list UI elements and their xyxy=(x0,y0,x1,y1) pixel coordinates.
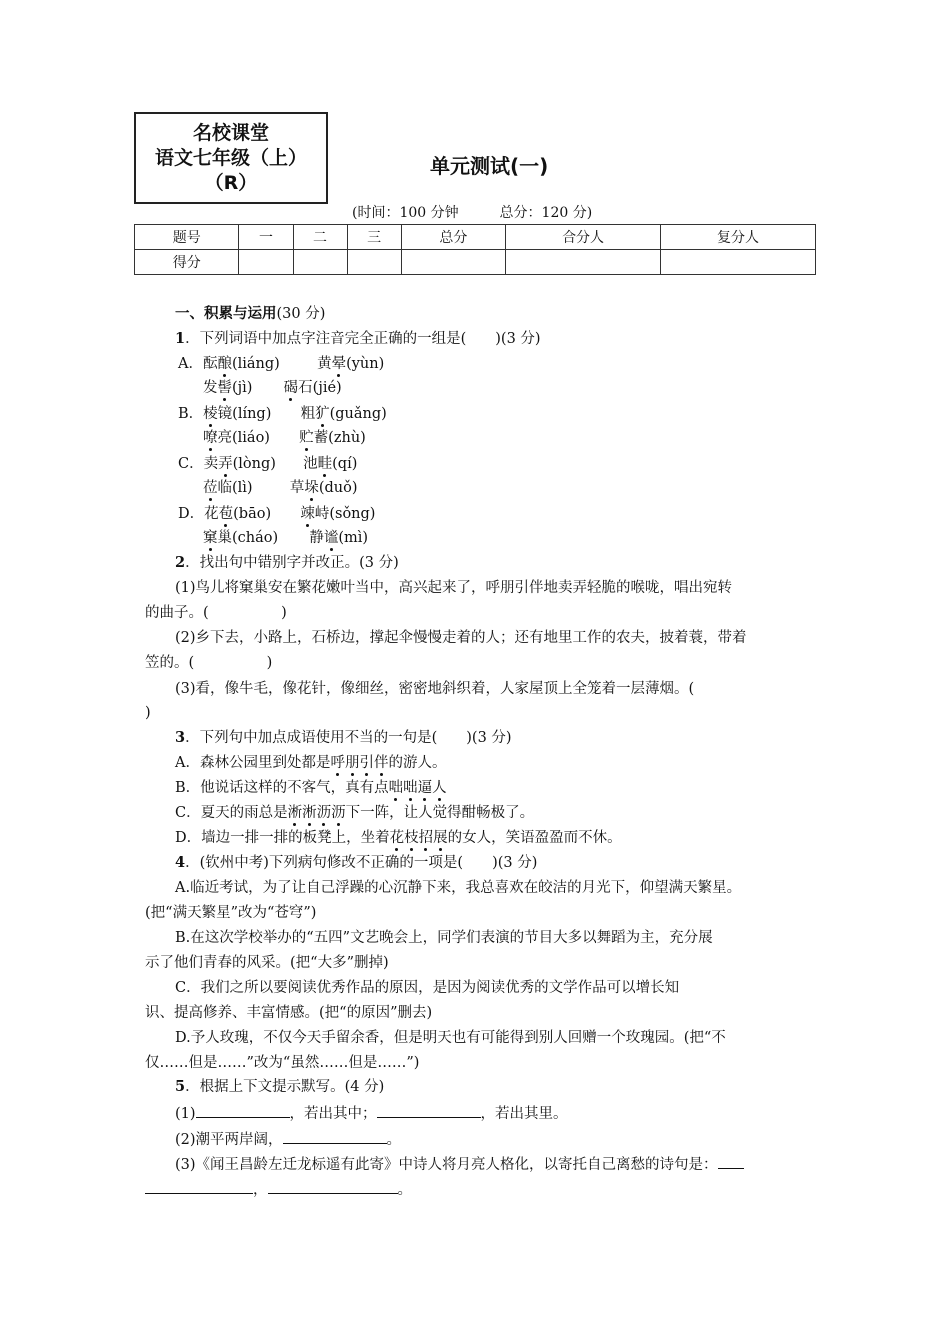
dotted-char: 引 xyxy=(359,755,374,771)
q1-option-d-row1 xyxy=(178,504,375,524)
dotted-char: 窠 xyxy=(203,530,218,546)
word-text: 池 xyxy=(303,456,318,472)
dotted-char: 苞 xyxy=(218,506,234,522)
answer-blank[interactable] xyxy=(377,1102,481,1118)
dotted-char: 碣 xyxy=(283,380,299,396)
q4-option-a-line2: (把“满天繁星”改为“苍穹”) xyxy=(145,905,317,921)
dotted-idiom xyxy=(330,755,388,771)
q4-option-b-line1: B.在这次学校举办的“五四”文艺晚会上，同学们表演的节目大多以舞蹈为主，充分展 xyxy=(175,930,713,946)
q4-number: 4 xyxy=(175,854,186,871)
q3-option-a xyxy=(175,753,446,773)
word-text: 静 xyxy=(309,530,324,546)
section-1-title: 一、积累与运用 xyxy=(175,306,277,322)
q2-p1-line2: 的曲子。( ) xyxy=(145,605,287,621)
option-label: B． xyxy=(178,406,204,422)
q3-text: ．下列句中加点成语使用不当的一句是( )(3 分) xyxy=(185,730,512,746)
total-score: 总分：120 分) xyxy=(499,205,593,221)
pinyin: (liáng) xyxy=(231,356,280,372)
dotted-char: 谧 xyxy=(323,530,339,546)
q1-option-c-row1 xyxy=(178,454,357,474)
dotted-char: 朋 xyxy=(344,755,360,771)
dotted-char: 伴 xyxy=(373,755,389,771)
q4-option-a-line1: A.临近考试，为了让自己浮躁的心沉静下来，我总喜欢在皎洁的月光下，仰望满天繁星。 xyxy=(175,880,742,896)
logo-line-1: 名校课堂 xyxy=(192,121,269,144)
q4-option-c-line1: C．我们之所以要阅读优秀作品的原因，是因为阅读优秀的文学作品可以增长知 xyxy=(175,980,680,996)
q3-option-c xyxy=(175,803,534,823)
q3-option-d xyxy=(175,828,622,848)
logo-line-3: （R） xyxy=(204,171,258,194)
q2-text: ．找出句中错别字并改正。(3 分) xyxy=(185,555,399,571)
q2-p3-line1: (3)看，像牛毛，像花针，像细丝，密密地斜织着，人家屋顶上全笼着一层薄烟。( xyxy=(175,681,695,697)
score-table-header-row xyxy=(135,225,816,250)
q2-p2-line2: 笠的。( ) xyxy=(145,655,273,671)
answer-blank[interactable] xyxy=(718,1153,744,1169)
dotted-char: 垛 xyxy=(304,480,319,496)
option-text: 的女人，笑语盈盈而不休。 xyxy=(447,830,622,846)
pinyin: 蓄(zhù) xyxy=(313,430,366,446)
dotted-char: 沥 xyxy=(331,805,346,821)
word-text: 粗 xyxy=(300,406,316,422)
pinyin: (lòng) xyxy=(232,456,276,472)
q3-number: 3 xyxy=(175,729,186,746)
score-header-cell: 一 xyxy=(239,225,293,250)
pinyin: (qí) xyxy=(332,456,358,472)
dotted-char: 呼 xyxy=(330,755,345,771)
q1-number: 1 xyxy=(175,330,186,347)
pinyin: (yùn) xyxy=(346,356,385,372)
option-label: D． xyxy=(178,506,205,522)
q2-p1-line1: (1)鸟儿将窠巢安在繁花嫩叶当中，高兴起来了，呼朋引伴地卖弄轻脆的喉咙，唱出宛转 xyxy=(175,580,733,596)
pinyin: (guǎng) xyxy=(329,406,387,422)
dotted-char: 人 xyxy=(432,780,447,796)
option-label: A． xyxy=(178,356,203,372)
q5-p2 xyxy=(175,1128,401,1150)
score-input-cell[interactable] xyxy=(293,250,347,275)
poem-text: 。 xyxy=(386,1132,402,1148)
q1-option-b-row1 xyxy=(178,404,387,424)
pinyin: (jì) xyxy=(232,380,253,396)
q1-option-b-row2 xyxy=(203,428,366,448)
score-header-cell: 题号 xyxy=(135,225,239,250)
poem-text: ， xyxy=(253,1182,268,1198)
score-input-cell[interactable] xyxy=(347,250,401,275)
section-1-heading xyxy=(175,304,325,324)
q5-p3-line2 xyxy=(145,1178,412,1200)
dotted-char: 淅 xyxy=(302,805,317,821)
pinyin: (bāo) xyxy=(233,506,272,522)
dotted-char: 髻 xyxy=(217,380,232,396)
score-input-cell[interactable] xyxy=(661,250,816,275)
time-info xyxy=(352,202,592,222)
q3-option-b xyxy=(175,778,447,798)
dotted-char: 犷 xyxy=(315,406,330,422)
q2-p2-line1: (2)乡下去，小路上，石桥边，撑起伞慢慢走着的人；还有地里工作的农夫，披着蓑，带着 xyxy=(175,630,747,646)
score-header-cell: 总分 xyxy=(401,225,505,250)
score-table-score-row xyxy=(135,250,816,275)
dotted-char: 酿 xyxy=(217,356,232,372)
poem-text: ，若出其里。 xyxy=(480,1106,568,1122)
pinyin: (duǒ) xyxy=(318,480,358,496)
q1-option-a-row2 xyxy=(203,378,342,398)
dotted-char: 展 xyxy=(433,830,448,846)
score-input-cell[interactable] xyxy=(239,250,293,275)
dotted-char: 花 xyxy=(389,830,405,846)
q1-option-a-row1 xyxy=(178,354,384,374)
answer-blank[interactable] xyxy=(268,1178,398,1194)
page-title: 单元测试(一) xyxy=(430,154,549,178)
q5-stem xyxy=(175,1077,384,1097)
dotted-idiom xyxy=(390,830,448,846)
option-text: C．夏天的雨总是 xyxy=(175,805,288,821)
poem-text: (2)潮平两岸阔， xyxy=(175,1132,283,1148)
word-text: 发 xyxy=(203,380,218,396)
option-label: C． xyxy=(178,456,204,472)
word-text: 黄 xyxy=(317,356,332,372)
q1-option-c-row2 xyxy=(203,478,357,498)
q1-stem xyxy=(175,329,541,349)
option-text: D．墙边一排一排的板凳上，坐着 xyxy=(175,830,390,846)
poem-text: 。 xyxy=(397,1182,412,1198)
dotted-char: 嘹 xyxy=(203,430,218,446)
q4-option-b-line2: 示了他们青春的风采。(把“大多”删掉) xyxy=(145,955,389,971)
poem-prefix: (1) xyxy=(175,1106,196,1122)
q2-p3-line2: ) xyxy=(145,705,151,721)
option-text: B．他说话这样的不客气，真有点 xyxy=(175,780,389,796)
q4-option-d-line1: D.予人玫瑰，不仅今天手留余香，但是明天也有可能得到别人回赠一个玫瑰园。(把“不 xyxy=(175,1030,726,1046)
q2-stem xyxy=(175,553,399,573)
answer-blank[interactable] xyxy=(145,1178,253,1194)
dotted-char: 贮 xyxy=(299,430,314,446)
q4-text: ．(钦州中考)下列病句修改不正确的一项是( )(3 分) xyxy=(185,855,538,871)
answer-blank[interactable] xyxy=(196,1102,290,1118)
word-text: 花 xyxy=(204,506,219,522)
pinyin: 峙(sǒng) xyxy=(314,506,376,522)
q5-p1 xyxy=(175,1102,568,1124)
pinyin: 巢(cháo) xyxy=(217,530,279,546)
word-text: 卖 xyxy=(203,456,219,472)
q5-number: 5 xyxy=(175,1078,186,1095)
pinyin: 临(lì) xyxy=(217,480,253,496)
dotted-char: 弄 xyxy=(218,456,233,472)
score-row-label: 得分 xyxy=(135,250,239,275)
dotted-char: 棱 xyxy=(203,406,218,422)
logo-box xyxy=(134,112,328,204)
logo-line-2: 语文七年级（上） xyxy=(154,146,307,169)
q2-number: 2 xyxy=(175,554,186,571)
dotted-char: 咄 xyxy=(388,780,404,796)
word-text: 草 xyxy=(289,480,305,496)
option-text: 下一阵，让人觉得酣畅极了。 xyxy=(345,805,535,821)
dotted-char: 招 xyxy=(418,830,434,846)
option-text: A．森林公园里到处都是 xyxy=(175,755,331,771)
dotted-idiom xyxy=(389,780,447,796)
option-text: 的游人。 xyxy=(388,755,447,771)
poem-text: ，若出其中； xyxy=(289,1106,377,1122)
answer-blank[interactable] xyxy=(283,1128,387,1144)
poem-question: (3)《闻王昌龄左迁龙标遥有此寄》中诗人将月亮人格化，以寄托自己离愁的诗句是： xyxy=(175,1157,718,1173)
score-header-cell: 三 xyxy=(347,225,401,250)
score-input-cell[interactable] xyxy=(401,250,505,275)
time-limit: (时间：100 分钟 xyxy=(352,205,459,221)
pinyin: 亮(liáo) xyxy=(217,430,270,446)
score-table xyxy=(134,224,816,275)
q3-stem xyxy=(175,728,512,748)
dotted-char: 咄 xyxy=(403,780,418,796)
q5-text: ．根据上下文提示默写。(4 分) xyxy=(185,1079,385,1095)
score-header-cell: 二 xyxy=(293,225,347,250)
score-header-cell: 合分人 xyxy=(506,225,661,250)
dotted-char: 逼 xyxy=(417,780,433,796)
q4-option-c-line2: 识、提高修养、丰富情感。(把“的原因”删去) xyxy=(145,1005,433,1021)
dotted-char: 枝 xyxy=(404,830,419,846)
dotted-char: 淅 xyxy=(287,805,303,821)
q1-text: ．下列词语中加点字注音完全正确的一组是( )(3 分) xyxy=(185,331,541,347)
score-input-cell[interactable] xyxy=(506,250,661,275)
section-1-points: (30 分) xyxy=(276,306,326,322)
dotted-char: 莅 xyxy=(203,480,218,496)
dotted-char: 沥 xyxy=(316,805,332,821)
pinyin: 石(jié) xyxy=(298,380,342,396)
dotted-char: 晕 xyxy=(331,356,347,372)
word-text: 酝 xyxy=(202,356,218,372)
score-header-cell: 复分人 xyxy=(661,225,816,250)
dotted-char: 竦 xyxy=(300,506,315,522)
dotted-idiom xyxy=(288,805,346,821)
q1-option-d-row2 xyxy=(203,528,368,548)
q4-stem xyxy=(175,853,537,873)
pinyin: (mì) xyxy=(338,530,369,546)
q5-p3-line1 xyxy=(175,1153,744,1175)
dotted-char: 畦 xyxy=(317,456,333,472)
pinyin: 镜(líng) xyxy=(217,406,272,422)
q4-option-d-line2: 仅……但是……”改为“虽然……但是……”) xyxy=(145,1055,420,1071)
